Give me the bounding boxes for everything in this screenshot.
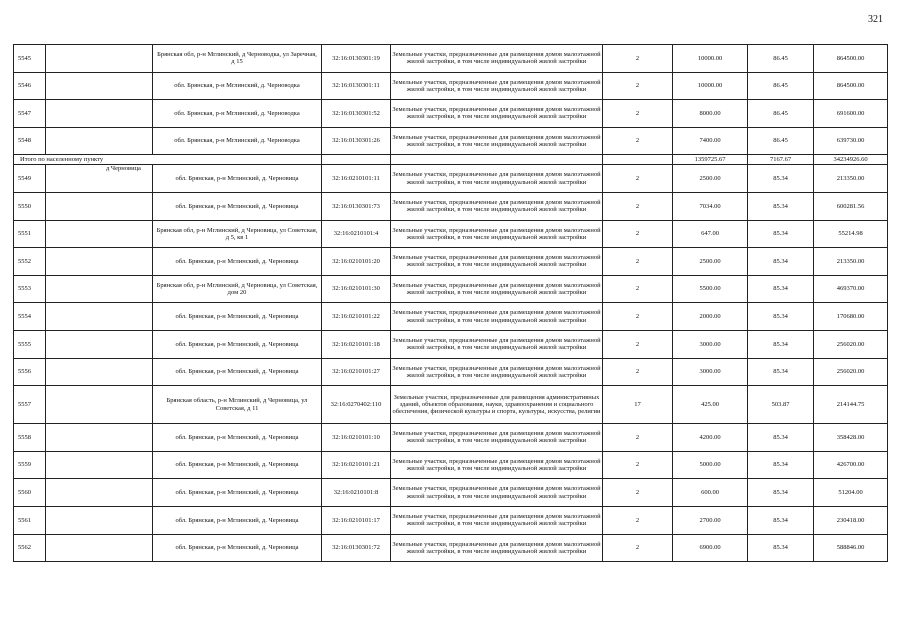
row-area: 7034.00 <box>673 192 748 220</box>
row-category: 2 <box>603 100 673 128</box>
row-value: 256020.00 <box>814 358 888 386</box>
table-row <box>14 451 888 479</box>
row-area: 2700.00 <box>673 506 748 534</box>
total-row <box>14 155 888 165</box>
row-area: 2500.00 <box>673 165 748 193</box>
table-row <box>14 358 888 386</box>
row-number: 5551 <box>14 220 46 248</box>
row-address: обл. Брянская, р-н Мглинский, д. Черновица <box>153 192 322 220</box>
row-value: 358428.00 <box>814 424 888 452</box>
row-location <box>46 100 153 128</box>
settlement-heading-cell <box>46 165 153 193</box>
row-rate: 85.34 <box>748 534 814 562</box>
row-cadastral: 32:16:0210101:27 <box>322 358 391 386</box>
row-rate: 85.34 <box>748 479 814 507</box>
row-location <box>46 45 153 73</box>
row-number: 5561 <box>14 506 46 534</box>
table-row <box>14 192 888 220</box>
row-category: 2 <box>603 303 673 331</box>
row-address: обл. Брянская, р-н Мглинский, д. Черноводка <box>153 72 322 100</box>
row-address: Брянская область, р-н Мглинский, д Черновица, ул Советская, д 11 <box>153 386 322 424</box>
row-address: обл. Брянская, р-н Мглинский, д. Черновица <box>153 248 322 276</box>
row-value: 864500.00 <box>814 72 888 100</box>
row-value: 588846.00 <box>814 534 888 562</box>
row-area: 5000.00 <box>673 451 748 479</box>
row-area: 8000.00 <box>673 100 748 128</box>
row-rate: 85.34 <box>748 358 814 386</box>
row-area: 600.00 <box>673 479 748 507</box>
total-rate: 7167.67 <box>748 155 814 165</box>
row-rate: 86.45 <box>748 100 814 128</box>
row-use: Земельные участки, предназначенные для размещения домов малоэтажной жилой застройки, в том числе индивидуальной жилой застройки <box>391 220 603 248</box>
row-use: Земельные участки, предназначенные для размещения домов малоэтажной жилой застройки, в том числе индивидуальной жилой застройки <box>391 303 603 331</box>
row-address: обл. Брянская, р-н Мглинский, д. Черновица <box>153 330 322 358</box>
row-location <box>46 192 153 220</box>
row-number: 5557 <box>14 386 46 424</box>
table-row <box>14 424 888 452</box>
row-value: 214144.75 <box>814 386 888 424</box>
row-address: обл. Брянская, р-н Мглинский, д. Черновица <box>153 424 322 452</box>
table-row <box>14 45 888 73</box>
row-cadastral: 32:16:0130301:11 <box>322 72 391 100</box>
row-category: 2 <box>603 479 673 507</box>
table-row <box>14 303 888 331</box>
row-area: 3000.00 <box>673 358 748 386</box>
row-address: обл. Брянская, р-н Мглинский, д. Черновица <box>153 165 322 193</box>
row-rate: 85.34 <box>748 330 814 358</box>
row-area: 2500.00 <box>673 248 748 276</box>
row-value: 691600.00 <box>814 100 888 128</box>
row-use: Земельные участки, предназначенные для размещения домов малоэтажной жилой застройки, в том числе индивидуальной жилой застройки <box>391 358 603 386</box>
table-row <box>14 506 888 534</box>
row-use: Земельные участки, предназначенные для размещения домов малоэтажной жилой застройки, в том числе индивидуальной жилой застройки <box>391 451 603 479</box>
row-value: 864500.00 <box>814 45 888 73</box>
rows-before-total <box>14 45 888 155</box>
row-use: Земельные участки, предназначенные для размещения домов малоэтажной жилой застройки, в том числе индивидуальной жилой застройки <box>391 506 603 534</box>
row-category: 2 <box>603 165 673 193</box>
row-use: Земельные участки, предназначенные для размещения домов малоэтажной жилой застройки, в том числе индивидуальной жилой застройки <box>391 45 603 73</box>
row-location <box>46 72 153 100</box>
row-location <box>46 248 153 276</box>
row-rate: 85.34 <box>748 506 814 534</box>
row-number: 5554 <box>14 303 46 331</box>
row-location <box>46 127 153 155</box>
row-cadastral: 32:16:0130301:26 <box>322 127 391 155</box>
row-cadastral: 32:16:0130301:73 <box>322 192 391 220</box>
row-number: 5548 <box>14 127 46 155</box>
row-value: 170680.00 <box>814 303 888 331</box>
total-value: 34234926.60 <box>814 155 888 165</box>
table-row <box>14 220 888 248</box>
row-address: Брянская обл, р-н Мглинский, д Черноводка, ул Заречная, д 15 <box>153 45 322 73</box>
row-use: Земельные участки, предназначенные для размещения домов малоэтажной жилой застройки, в том числе индивидуальной жилой застройки <box>391 100 603 128</box>
row-cadastral: 32:16:0210101:22 <box>322 303 391 331</box>
row-category: 17 <box>603 386 673 424</box>
row-category: 2 <box>603 45 673 73</box>
total-section <box>14 155 888 193</box>
row-number: 5550 <box>14 192 46 220</box>
row-area: 10000.00 <box>673 72 748 100</box>
row-value: 639730.00 <box>814 127 888 155</box>
row-value: 256020.00 <box>814 330 888 358</box>
row-category: 2 <box>603 275 673 303</box>
row-value: 213350.00 <box>814 165 888 193</box>
table-row <box>14 127 888 155</box>
row-location <box>46 424 153 452</box>
row-value: 51204.00 <box>814 479 888 507</box>
row-rate: 85.34 <box>748 165 814 193</box>
row-address: обл. Брянская, р-н Мглинский, д. Черновица <box>153 303 322 331</box>
row-number: 5556 <box>14 358 46 386</box>
total-empty-use <box>391 155 603 165</box>
row-use: Земельные участки, предназначенные для размещения домов малоэтажной жилой застройки, в том числе индивидуальной жилой застройки <box>391 72 603 100</box>
row-address: Брянская обл, р-н Мглинский, д Черновица, ул Советская, дом 20 <box>153 275 322 303</box>
row-rate: 85.34 <box>748 248 814 276</box>
row-address: обл. Брянская, р-н Мглинский, д. Черновица <box>153 534 322 562</box>
row-category: 2 <box>603 127 673 155</box>
row-area: 7400.00 <box>673 127 748 155</box>
row-cadastral: 32:16:0210101:4 <box>322 220 391 248</box>
row-cadastral: 32:16:0130301:52 <box>322 100 391 128</box>
row-use: Земельные участки, предназначенные для размещения домов малоэтажной жилой застройки, в том числе индивидуальной жилой застройки <box>391 479 603 507</box>
row-cadastral: 32:16:0210101:17 <box>322 506 391 534</box>
row-area: 10000.00 <box>673 45 748 73</box>
row-number: 5560 <box>14 479 46 507</box>
row-address: обл. Брянская, р-н Мглинский, д. Черноводка <box>153 100 322 128</box>
row-category: 2 <box>603 534 673 562</box>
table-row <box>14 100 888 128</box>
table-row <box>14 72 888 100</box>
row-number: 5549 <box>14 165 46 193</box>
row-cadastral: 32:16:0210101:11 <box>322 165 391 193</box>
row-number: 5545 <box>14 45 46 73</box>
row-use: Земельные участки, предназначенные для размещения домов малоэтажной жилой застройки, в том числе индивидуальной жилой застройки <box>391 534 603 562</box>
row-category: 2 <box>603 506 673 534</box>
row-category: 2 <box>603 358 673 386</box>
row-use: Земельные участки, предназначенные для размещения домов малоэтажной жилой застройки, в том числе индивидуальной жилой застройки <box>391 127 603 155</box>
total-label: Итого по населенному пункту <box>14 155 322 165</box>
row-value: 55214.98 <box>814 220 888 248</box>
row-area: 2000.00 <box>673 303 748 331</box>
row-value: 213350.00 <box>814 248 888 276</box>
row-area: 5500.00 <box>673 275 748 303</box>
row-number: 5546 <box>14 72 46 100</box>
row-cadastral: 32:16:0210101:30 <box>322 275 391 303</box>
table-row <box>14 330 888 358</box>
page-number: 321 <box>868 14 883 25</box>
row-number: 5552 <box>14 248 46 276</box>
row-rate: 85.34 <box>748 220 814 248</box>
row-use: Земельные участки, предназначенные для размещения домов малоэтажной жилой застройки, в том числе индивидуальной жилой застройки <box>391 192 603 220</box>
row-use: Земельные участки, предназначенные для размещения домов малоэтажной жилой застройки, в том числе индивидуальной жилой застройки <box>391 248 603 276</box>
row-location <box>46 303 153 331</box>
row-location <box>46 534 153 562</box>
row-address: обл. Брянская, р-н Мглинский, д. Черновица <box>153 451 322 479</box>
row-area: 4200.00 <box>673 424 748 452</box>
row-category: 2 <box>603 220 673 248</box>
row-area: 6900.00 <box>673 534 748 562</box>
row-rate: 86.45 <box>748 127 814 155</box>
row-cadastral: 32:16:0210101:10 <box>322 424 391 452</box>
row-location <box>46 386 153 424</box>
row-category: 2 <box>603 248 673 276</box>
row-location <box>46 220 153 248</box>
row-cadastral: 32:16:0210101:8 <box>322 479 391 507</box>
total-empty-cadastral <box>322 155 391 165</box>
settlement-heading: д Черновица <box>106 165 141 173</box>
row-location <box>46 479 153 507</box>
row-number: 5559 <box>14 451 46 479</box>
row-value: 469370.00 <box>814 275 888 303</box>
row-number: 5555 <box>14 330 46 358</box>
row-rate: 85.34 <box>748 303 814 331</box>
row-use: Земельные участки, предназначенные для размещения домов малоэтажной жилой застройки, в том числе индивидуальной жилой застройки <box>391 275 603 303</box>
row-address: обл. Брянская, р-н Мглинский, д. Черновица <box>153 506 322 534</box>
row-rate: 86.45 <box>748 45 814 73</box>
row-rate: 85.34 <box>748 451 814 479</box>
row-number: 5547 <box>14 100 46 128</box>
row-rate: 85.34 <box>748 424 814 452</box>
row-rate: 86.45 <box>748 72 814 100</box>
row-use: Земельные участки, предназначенные для размещения домов малоэтажной жилой застройки, в том числе индивидуальной жилой застройки <box>391 330 603 358</box>
row-area: 425.00 <box>673 386 748 424</box>
row-number: 5562 <box>14 534 46 562</box>
row-location <box>46 275 153 303</box>
row-address: обл. Брянская, р-н Мглинский, д. Черноводка <box>153 127 322 155</box>
row-cadastral: 32:16:0270402:110 <box>322 386 391 424</box>
row-location <box>46 451 153 479</box>
row-rate: 503.87 <box>748 386 814 424</box>
row-category: 2 <box>603 72 673 100</box>
total-empty-category <box>603 155 673 165</box>
row-number: 5558 <box>14 424 46 452</box>
row-rate: 85.34 <box>748 192 814 220</box>
row-address: обл. Брянская, р-н Мглинский, д. Черновица <box>153 358 322 386</box>
table-row <box>14 275 888 303</box>
row-cadastral: 32:16:0130301:72 <box>322 534 391 562</box>
row-category: 2 <box>603 424 673 452</box>
table-row <box>14 386 888 424</box>
row-cadastral: 32:16:0210101:18 <box>322 330 391 358</box>
row-value: 426700.00 <box>814 451 888 479</box>
row-use: Земельные участки, предназначенные для размещения домов малоэтажной жилой застройки, в том числе индивидуальной жилой застройки <box>391 165 603 193</box>
row-use: Земельные участки, предназначенные для размещения домов малоэтажной жилой застройки, в том числе индивидуальной жилой застройки <box>391 424 603 452</box>
row-category: 2 <box>603 330 673 358</box>
table-row <box>14 248 888 276</box>
table-row <box>14 534 888 562</box>
table-row <box>14 165 888 193</box>
row-area: 647.00 <box>673 220 748 248</box>
row-rate: 85.34 <box>748 275 814 303</box>
row-cadastral: 32:16:0210101:20 <box>322 248 391 276</box>
total-area: 1359725.67 <box>673 155 748 165</box>
row-category: 2 <box>603 451 673 479</box>
row-category: 2 <box>603 192 673 220</box>
land-valuation-table <box>13 44 888 562</box>
row-value: 230418.00 <box>814 506 888 534</box>
row-number: 5553 <box>14 275 46 303</box>
row-area: 3000.00 <box>673 330 748 358</box>
row-value: 600281.56 <box>814 192 888 220</box>
row-cadastral: 32:16:0210101:21 <box>322 451 391 479</box>
row-location <box>46 330 153 358</box>
row-location <box>46 506 153 534</box>
rows-after-heading <box>14 192 888 561</box>
table-row <box>14 479 888 507</box>
row-address: обл. Брянская, р-н Мглинский, д. Черновица <box>153 479 322 507</box>
row-use: Земельные участки, предназначенные для размещения административных зданий, объектов образования, науки, здравоохранения и социального обеспечения, физической культуры и спорта, культуры, искусства, религии <box>391 386 603 424</box>
row-location <box>46 358 153 386</box>
row-address: Брянская обл, р-н Мглинский, д Черновица, ул Советская, д 5, кв 1 <box>153 220 322 248</box>
row-cadastral: 32:16:0130301:19 <box>322 45 391 73</box>
